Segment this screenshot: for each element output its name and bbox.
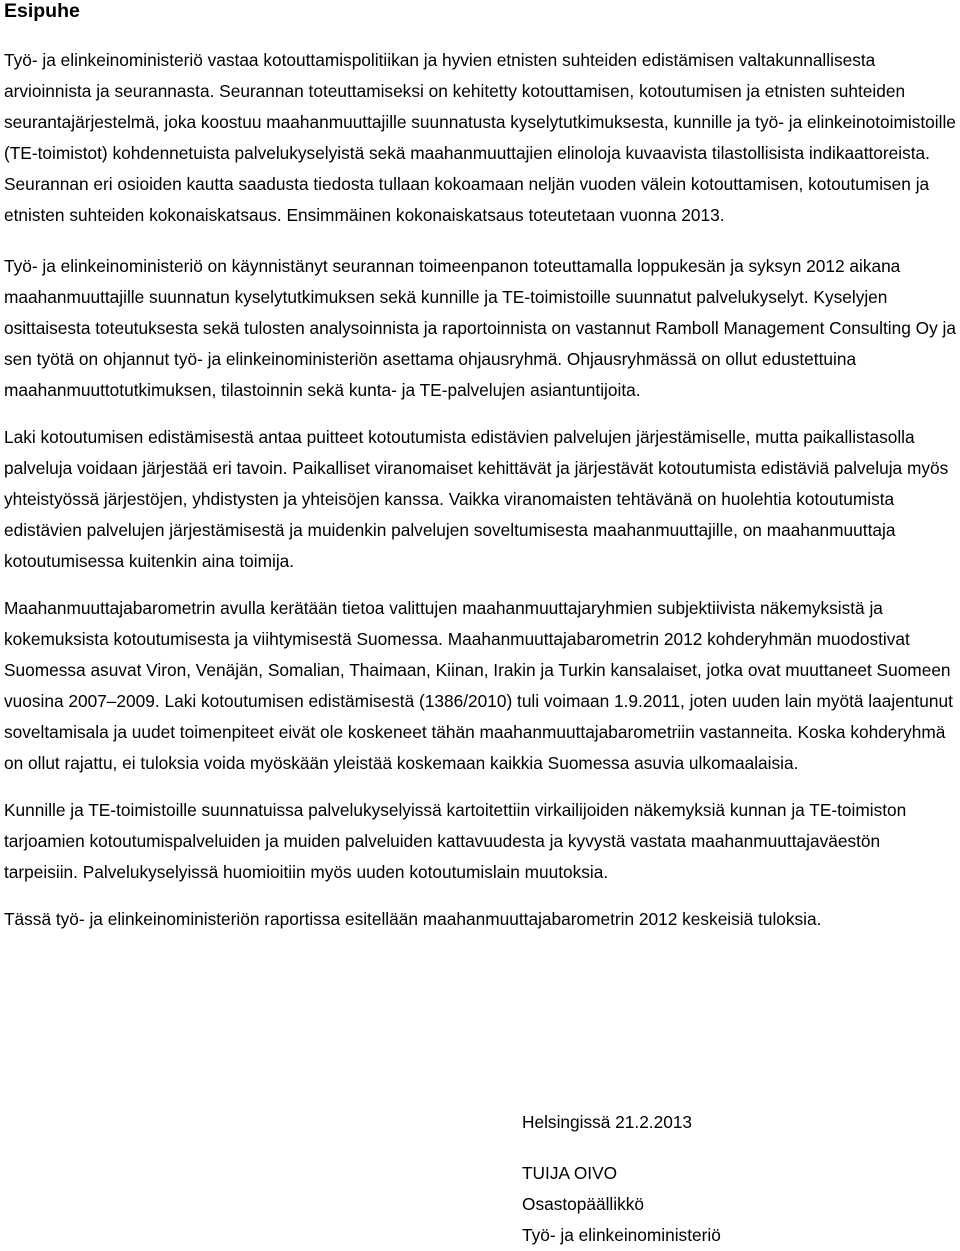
page-title: Esipuhe bbox=[4, 0, 80, 22]
signature-place-date: Helsingissä 21.2.2013 bbox=[522, 1112, 693, 1132]
paragraph-3: Laki kotoutumisen edistämisestä antaa puitteet kotoutumista edistävien palvelujen järjestämiselle, mutta paikallistasolla palveluja voidaan järjestää eri tavoin. Paikalliset viranomaiset kehittävät ja järjestävät kotoutumista edistäviä palveluja myös yhteistyössä järjestöjen, yhdistysten ja yhteisöjen kanssa. Vaikka viranomaisten tehtävänä on huolehtia kotoutumista edistävien palvelujen järjestämisestä ja muidenkin palvelujen soveltumisesta maahanmuuttajille, on maahanmuuttaja kotoutumisessa kuitenkin aina toimija. bbox=[4, 427, 949, 571]
paragraph-6: Tässä työ- ja elinkeinoministeriön raportissa esitellään maahanmuuttajabarometrin 2012 keskeisiä tuloksia. bbox=[4, 909, 822, 929]
signature-signer bbox=[522, 1158, 721, 1251]
paragraph-4: Maahanmuuttajabarometrin avulla kerätään tietoa valittujen maahanmuuttajaryhmien subjektiivista näkemyksistä ja kokemuksista kotoutumisesta ja viihtymisestä Suomessa. Maahanmuuttajabarometrin 2012 kohderyhmän muodostivat Suomessa asuvat Viron, Venäjän, Somalian, Thaimaan, Kiinan, Irakin ja Turkin kansalaiset, jotka ovat muuttaneet Suomeen vuosina 2007–2009. Laki kotoutumisen edistämisestä (1386/2010) tuli voimaan 1.9.2011, joten uuden lain myötä laajentunut soveltamisala ja uudet toimenpiteet eivät ole koskeneet tähän maahanmuuttajabarometriin vastanneita. Koska kohderyhmä on ollut rajattu, ei tuloksia voida myöskään yleistää koskemaan kaikkia Suomessa asuvia ulkomaalaisia. bbox=[4, 598, 953, 773]
signer-name: TUIJA OIVO bbox=[522, 1163, 618, 1183]
paragraph-1: Työ- ja elinkeinoministeriö vastaa kotouttamispolitiikan ja hyvien etnisten suhteiden edistämisen valtakunnallisesta arvioinnista ja seurannasta. Seurannan toteuttamiseksi on kehitetty kotouttamisen, kotoutumisen ja etnisten suhteiden seurantajärjestelmä, joka koostuu maahanmuuttajille suunnatusta kyselytutkimuksesta, kunnille ja työ- ja elinkeinotoimistoille (TE-toimistot) kohdennetuista palvelukyselyistä sekä maahanmuuttajien elinoloja kuvaavista tilastollisista indikaattoreista. Seurannan eri osioiden kautta saadusta tiedosta tullaan kokoamaan neljän vuoden välein kotouttamisen, kotoutumisen ja etnisten suhteiden kokonaiskatsaus. Ensimmäinen kokonaiskatsaus toteutetaan vuonna 2013. bbox=[4, 50, 956, 225]
document-page bbox=[4, 0, 956, 935]
paragraph-2: Työ- ja elinkeinoministeriö on käynnistänyt seurannan toimeenpanon toteuttamalla loppukesän ja syksyn 2012 aikana maahanmuuttajille suunnatun kyselytutkimuksen sekä kunnille ja TE-toimistoille suunnatut palvelukyselyt. Kyselyjen osittaisesta toteutuksesta sekä tulosten analysoinnista ja raportoinnista on vastannut Ramboll Management Consulting Oy ja sen työtä on ohjannut työ- ja elinkeinoministeriön asettama ohjausryhmä. Ohjausryhmässä on ollut edustettuina maahanmuuttotutkimuksen, tilastoinnin sekä kunta- ja TE-palvelujen asiantuntijoita. bbox=[4, 256, 956, 400]
signer-position: Osastopäällikkö bbox=[522, 1194, 644, 1214]
signature-block bbox=[522, 1107, 721, 1251]
signer-organization: Työ- ja elinkeinoministeriö bbox=[522, 1225, 721, 1245]
paragraph-5: Kunnille ja TE-toimistoille suunnatuissa palvelukyselyissä kartoitettiin virkailijoiden näkemyksiä kunnan ja TE-toimiston tarjoamien kotoutumispalveluiden ja muiden palveluiden kattavuudesta ja kyvystä vastata maahanmuuttajaväestön tarpeisiin. Palvelukyselyissä huomioitiin myös uuden kotoutumislain muutoksia. bbox=[4, 800, 907, 882]
